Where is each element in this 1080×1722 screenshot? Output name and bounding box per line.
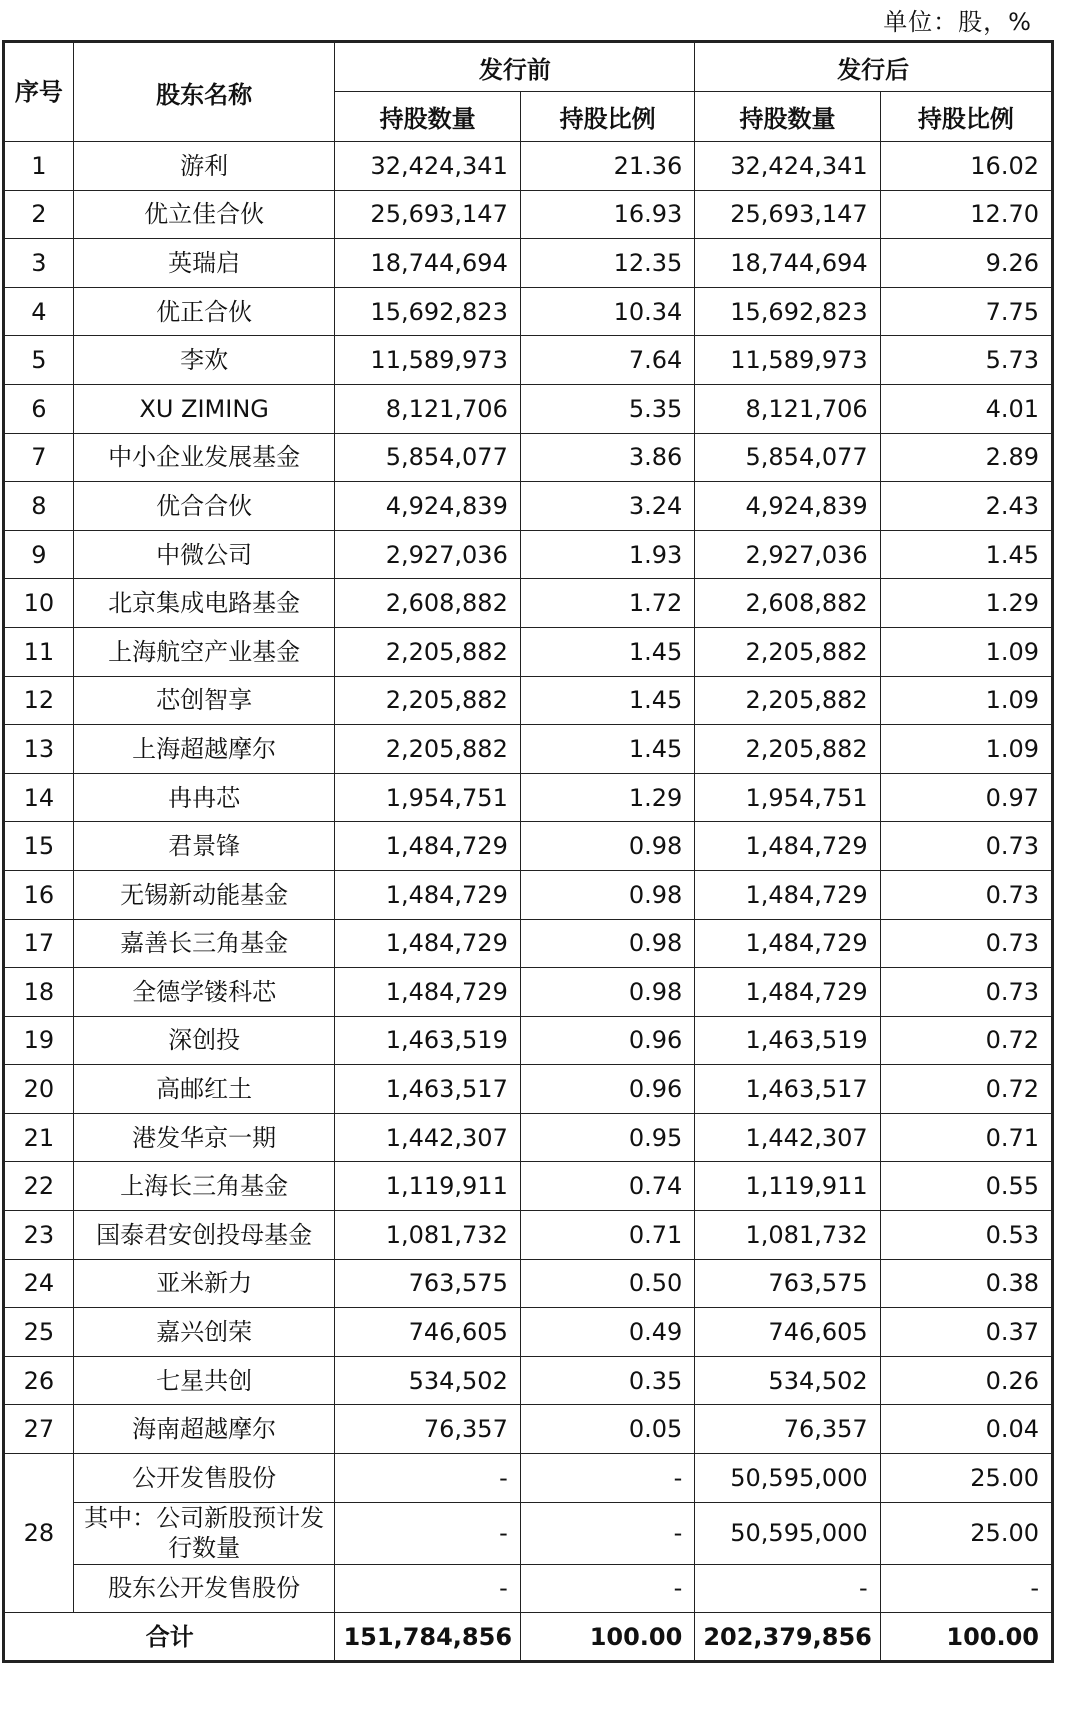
cell-before-shares: 1,954,751 <box>335 773 520 822</box>
cell-before-shares: 5,854,077 <box>335 433 520 482</box>
cell-after-ratio: 0.55 <box>880 1162 1052 1211</box>
cell-after-shares: 2,205,882 <box>695 676 880 725</box>
row28-before-ratio-1: - <box>520 1454 694 1503</box>
table-row <box>4 822 1053 871</box>
table-row <box>4 676 1053 725</box>
total-after-shares: 202,379,856 <box>695 1613 880 1662</box>
table-row <box>4 1259 1053 1308</box>
cell-after-ratio: 0.97 <box>880 773 1052 822</box>
cell-before-ratio: 21.36 <box>520 142 694 191</box>
cell-after-shares: 4,924,839 <box>695 482 880 531</box>
cell-after-shares: 1,954,751 <box>695 773 880 822</box>
cell-before-ratio: 0.74 <box>520 1162 694 1211</box>
cell-after-ratio: 2.89 <box>880 433 1052 482</box>
table-row <box>4 1016 1053 1065</box>
total-after-ratio: 100.00 <box>880 1613 1052 1662</box>
cell-before-shares: 2,927,036 <box>335 530 520 579</box>
cell-seq: 1 <box>4 142 74 191</box>
cell-seq: 23 <box>4 1211 74 1260</box>
cell-seq: 16 <box>4 870 74 919</box>
header-after-ratio: 持股比例 <box>880 92 1052 142</box>
table-row <box>4 239 1053 288</box>
cell-name: 上海超越摩尔 <box>73 725 335 774</box>
cell-before-ratio: 0.96 <box>520 1065 694 1114</box>
cell-after-ratio: 0.71 <box>880 1113 1052 1162</box>
table-body <box>4 142 1053 1662</box>
unit-label: 单位：股，% <box>883 8 1032 36</box>
table-row <box>4 1211 1053 1260</box>
cell-name: 深创投 <box>73 1016 335 1065</box>
cell-before-ratio: 1.29 <box>520 773 694 822</box>
cell-after-shares: 32,424,341 <box>695 142 880 191</box>
row28-name-2: 其中：公司新股预计发行数量 <box>73 1502 335 1564</box>
cell-after-ratio: 0.73 <box>880 822 1052 871</box>
cell-before-shares: 1,081,732 <box>335 1211 520 1260</box>
cell-before-shares: 1,484,729 <box>335 968 520 1017</box>
cell-name: 上海长三角基金 <box>73 1162 335 1211</box>
row28-before-shares-1: - <box>335 1454 520 1503</box>
cell-before-ratio: 0.71 <box>520 1211 694 1260</box>
cell-after-shares: 18,744,694 <box>695 239 880 288</box>
cell-after-ratio: 16.02 <box>880 142 1052 191</box>
cell-before-ratio: 0.95 <box>520 1113 694 1162</box>
cell-before-shares: 534,502 <box>335 1356 520 1405</box>
cell-after-shares: 534,502 <box>695 1356 880 1405</box>
header-seq: 序号 <box>4 42 74 142</box>
cell-after-shares: 2,608,882 <box>695 579 880 628</box>
cell-seq: 19 <box>4 1016 74 1065</box>
cell-before-ratio: 0.96 <box>520 1016 694 1065</box>
table-row <box>4 1162 1053 1211</box>
cell-seq: 27 <box>4 1405 74 1454</box>
cell-after-shares: 2,205,882 <box>695 725 880 774</box>
cell-after-shares: 1,484,729 <box>695 870 880 919</box>
cell-seq: 9 <box>4 530 74 579</box>
header-after-shares: 持股数量 <box>695 92 880 142</box>
cell-after-ratio: 0.73 <box>880 919 1052 968</box>
cell-after-shares: 1,119,911 <box>695 1162 880 1211</box>
total-before-ratio: 100.00 <box>520 1613 694 1662</box>
table-row <box>4 1405 1053 1454</box>
cell-after-ratio: 0.73 <box>880 968 1052 1017</box>
cell-name: 七星共创 <box>73 1356 335 1405</box>
cell-before-ratio: 12.35 <box>520 239 694 288</box>
cell-name: 海南超越摩尔 <box>73 1405 335 1454</box>
cell-after-shares: 1,484,729 <box>695 919 880 968</box>
cell-name: 嘉善长三角基金 <box>73 919 335 968</box>
cell-before-shares: 2,205,882 <box>335 676 520 725</box>
row28-name-3: 股东公开发售股份 <box>73 1564 335 1613</box>
cell-before-ratio: 0.98 <box>520 870 694 919</box>
row28-before-ratio-2: - <box>520 1502 694 1564</box>
table-row <box>4 725 1053 774</box>
cell-before-shares: 763,575 <box>335 1259 520 1308</box>
table-row <box>4 968 1053 1017</box>
cell-before-ratio: 1.45 <box>520 627 694 676</box>
cell-name: 北京集成电路基金 <box>73 579 335 628</box>
cell-name: 中小企业发展基金 <box>73 433 335 482</box>
cell-after-shares: 2,927,036 <box>695 530 880 579</box>
cell-seq: 26 <box>4 1356 74 1405</box>
cell-name: 游利 <box>73 142 335 191</box>
row28-after-shares-1: 50,595,000 <box>695 1454 880 1503</box>
cell-before-ratio: 1.72 <box>520 579 694 628</box>
cell-after-shares: 25,693,147 <box>695 190 880 239</box>
cell-before-shares: 76,357 <box>335 1405 520 1454</box>
cell-after-ratio: 4.01 <box>880 384 1052 433</box>
cell-name: 上海航空产业基金 <box>73 627 335 676</box>
cell-after-ratio: 1.09 <box>880 627 1052 676</box>
row28-before-shares-2: - <box>335 1502 520 1564</box>
row28-after-shares-3: - <box>695 1564 880 1613</box>
shareholding-table <box>2 40 1054 1663</box>
cell-after-shares: 1,484,729 <box>695 822 880 871</box>
table-row <box>4 627 1053 676</box>
cell-after-ratio: 1.29 <box>880 579 1052 628</box>
cell-after-ratio: 1.09 <box>880 676 1052 725</box>
cell-before-ratio: 0.05 <box>520 1405 694 1454</box>
cell-after-ratio: 1.45 <box>880 530 1052 579</box>
header-before-ratio: 持股比例 <box>520 92 694 142</box>
cell-before-shares: 1,119,911 <box>335 1162 520 1211</box>
cell-before-shares: 15,692,823 <box>335 287 520 336</box>
cell-name: 冉冉芯 <box>73 773 335 822</box>
cell-after-ratio: 7.75 <box>880 287 1052 336</box>
cell-after-shares: 5,854,077 <box>695 433 880 482</box>
header-before-shares: 持股数量 <box>335 92 520 142</box>
cell-after-ratio: 0.72 <box>880 1065 1052 1114</box>
table-row <box>4 287 1053 336</box>
cell-before-shares: 2,205,882 <box>335 627 520 676</box>
cell-seq: 17 <box>4 919 74 968</box>
cell-after-ratio: 0.38 <box>880 1259 1052 1308</box>
total-label: 合计 <box>4 1613 335 1662</box>
cell-before-ratio: 0.98 <box>520 919 694 968</box>
table-row <box>4 870 1053 919</box>
cell-before-ratio: 1.45 <box>520 725 694 774</box>
cell-before-shares: 1,463,517 <box>335 1065 520 1114</box>
table-row <box>4 336 1053 385</box>
cell-before-shares: 1,463,519 <box>335 1016 520 1065</box>
row28-c <box>4 1564 1053 1613</box>
cell-after-ratio: 0.73 <box>880 870 1052 919</box>
cell-before-ratio: 0.98 <box>520 822 694 871</box>
cell-before-shares: 2,205,882 <box>335 725 520 774</box>
cell-after-ratio: 0.72 <box>880 1016 1052 1065</box>
cell-seq: 11 <box>4 627 74 676</box>
cell-before-shares: 1,484,729 <box>335 822 520 871</box>
cell-before-shares: 18,744,694 <box>335 239 520 288</box>
cell-name: 港发华京一期 <box>73 1113 335 1162</box>
cell-seq: 4 <box>4 287 74 336</box>
cell-seq: 10 <box>4 579 74 628</box>
cell-name: 芯创智享 <box>73 676 335 725</box>
cell-before-shares: 746,605 <box>335 1308 520 1357</box>
cell-seq: 7 <box>4 433 74 482</box>
cell-after-ratio: 2.43 <box>880 482 1052 531</box>
cell-name: 嘉兴创荣 <box>73 1308 335 1357</box>
cell-name: 优立佳合伙 <box>73 190 335 239</box>
cell-seq: 2 <box>4 190 74 239</box>
table-row <box>4 384 1053 433</box>
cell-seq: 14 <box>4 773 74 822</box>
cell-name: 优合合伙 <box>73 482 335 531</box>
table-row <box>4 1113 1053 1162</box>
cell-name: 李欢 <box>73 336 335 385</box>
cell-seq: 25 <box>4 1308 74 1357</box>
cell-before-shares: 1,442,307 <box>335 1113 520 1162</box>
row28-after-ratio-2: 25.00 <box>880 1502 1052 1564</box>
table-row <box>4 579 1053 628</box>
total-row <box>4 1613 1053 1662</box>
cell-after-shares: 1,484,729 <box>695 968 880 1017</box>
cell-before-ratio: 3.86 <box>520 433 694 482</box>
table-row <box>4 1308 1053 1357</box>
cell-name: 高邮红土 <box>73 1065 335 1114</box>
cell-after-ratio: 0.37 <box>880 1308 1052 1357</box>
cell-before-ratio: 0.35 <box>520 1356 694 1405</box>
cell-after-shares: 15,692,823 <box>695 287 880 336</box>
cell-seq: 8 <box>4 482 74 531</box>
cell-before-shares: 32,424,341 <box>335 142 520 191</box>
cell-name: 中微公司 <box>73 530 335 579</box>
cell-after-shares: 1,463,519 <box>695 1016 880 1065</box>
cell-before-ratio: 3.24 <box>520 482 694 531</box>
table-row <box>4 1356 1053 1405</box>
cell-name: XU ZIMING <box>73 384 335 433</box>
cell-before-shares: 8,121,706 <box>335 384 520 433</box>
cell-before-ratio: 0.49 <box>520 1308 694 1357</box>
cell-after-shares: 76,357 <box>695 1405 880 1454</box>
cell-seq: 24 <box>4 1259 74 1308</box>
cell-after-ratio: 0.26 <box>880 1356 1052 1405</box>
total-before-shares: 151,784,856 <box>335 1613 520 1662</box>
cell-seq: 5 <box>4 336 74 385</box>
cell-before-ratio: 1.93 <box>520 530 694 579</box>
row28-a <box>4 1454 1053 1503</box>
row28-name-1: 公开发售股份 <box>73 1454 335 1503</box>
header-before: 发行前 <box>335 42 695 92</box>
table-row <box>4 1065 1053 1114</box>
row28-before-ratio-3: - <box>520 1564 694 1613</box>
cell-name: 全德学镂科芯 <box>73 968 335 1017</box>
cell-after-shares: 11,589,973 <box>695 336 880 385</box>
cell-after-shares: 763,575 <box>695 1259 880 1308</box>
cell-name: 无锡新动能基金 <box>73 870 335 919</box>
row28-after-ratio-1: 25.00 <box>880 1454 1052 1503</box>
cell-name: 优正合伙 <box>73 287 335 336</box>
cell-before-ratio: 0.50 <box>520 1259 694 1308</box>
cell-before-ratio: 7.64 <box>520 336 694 385</box>
row28-before-shares-3: - <box>335 1564 520 1613</box>
cell-before-ratio: 1.45 <box>520 676 694 725</box>
cell-after-ratio: 0.04 <box>880 1405 1052 1454</box>
cell-after-shares: 1,442,307 <box>695 1113 880 1162</box>
cell-before-shares: 1,484,729 <box>335 919 520 968</box>
cell-seq: 21 <box>4 1113 74 1162</box>
row28-after-shares-2: 50,595,000 <box>695 1502 880 1564</box>
cell-after-ratio: 12.70 <box>880 190 1052 239</box>
header-row-1 <box>4 42 1053 92</box>
cell-seq: 22 <box>4 1162 74 1211</box>
cell-seq: 20 <box>4 1065 74 1114</box>
cell-before-shares: 1,484,729 <box>335 870 520 919</box>
cell-name: 英瑞启 <box>73 239 335 288</box>
cell-after-ratio: 9.26 <box>880 239 1052 288</box>
cell-after-ratio: 1.09 <box>880 725 1052 774</box>
table-row <box>4 530 1053 579</box>
table-row <box>4 142 1053 191</box>
cell-seq: 13 <box>4 725 74 774</box>
cell-name: 君景锋 <box>73 822 335 871</box>
cell-before-shares: 11,589,973 <box>335 336 520 385</box>
cell-seq: 3 <box>4 239 74 288</box>
cell-before-shares: 4,924,839 <box>335 482 520 531</box>
table-row <box>4 190 1053 239</box>
cell-after-shares: 746,605 <box>695 1308 880 1357</box>
row28-b <box>4 1502 1053 1564</box>
cell-after-shares: 1,081,732 <box>695 1211 880 1260</box>
cell-seq: 15 <box>4 822 74 871</box>
cell-after-shares: 2,205,882 <box>695 627 880 676</box>
cell-before-ratio: 16.93 <box>520 190 694 239</box>
header-after: 发行后 <box>695 42 1053 92</box>
cell-seq: 12 <box>4 676 74 725</box>
cell-name: 国泰君安创投母基金 <box>73 1211 335 1260</box>
cell-after-ratio: 5.73 <box>880 336 1052 385</box>
cell-before-ratio: 10.34 <box>520 287 694 336</box>
table-row <box>4 919 1053 968</box>
header-name: 股东名称 <box>73 42 335 142</box>
table-row <box>4 482 1053 531</box>
cell-before-shares: 25,693,147 <box>335 190 520 239</box>
cell-seq: 18 <box>4 968 74 1017</box>
cell-before-ratio: 0.98 <box>520 968 694 1017</box>
row28-after-ratio-3: - <box>880 1564 1052 1613</box>
cell-after-ratio: 0.53 <box>880 1211 1052 1260</box>
cell-after-shares: 1,463,517 <box>695 1065 880 1114</box>
row28-seq: 28 <box>4 1454 74 1613</box>
cell-seq: 6 <box>4 384 74 433</box>
cell-after-shares: 8,121,706 <box>695 384 880 433</box>
table-row <box>4 433 1053 482</box>
cell-name: 亚米新力 <box>73 1259 335 1308</box>
table-row <box>4 773 1053 822</box>
cell-before-shares: 2,608,882 <box>335 579 520 628</box>
cell-before-ratio: 5.35 <box>520 384 694 433</box>
